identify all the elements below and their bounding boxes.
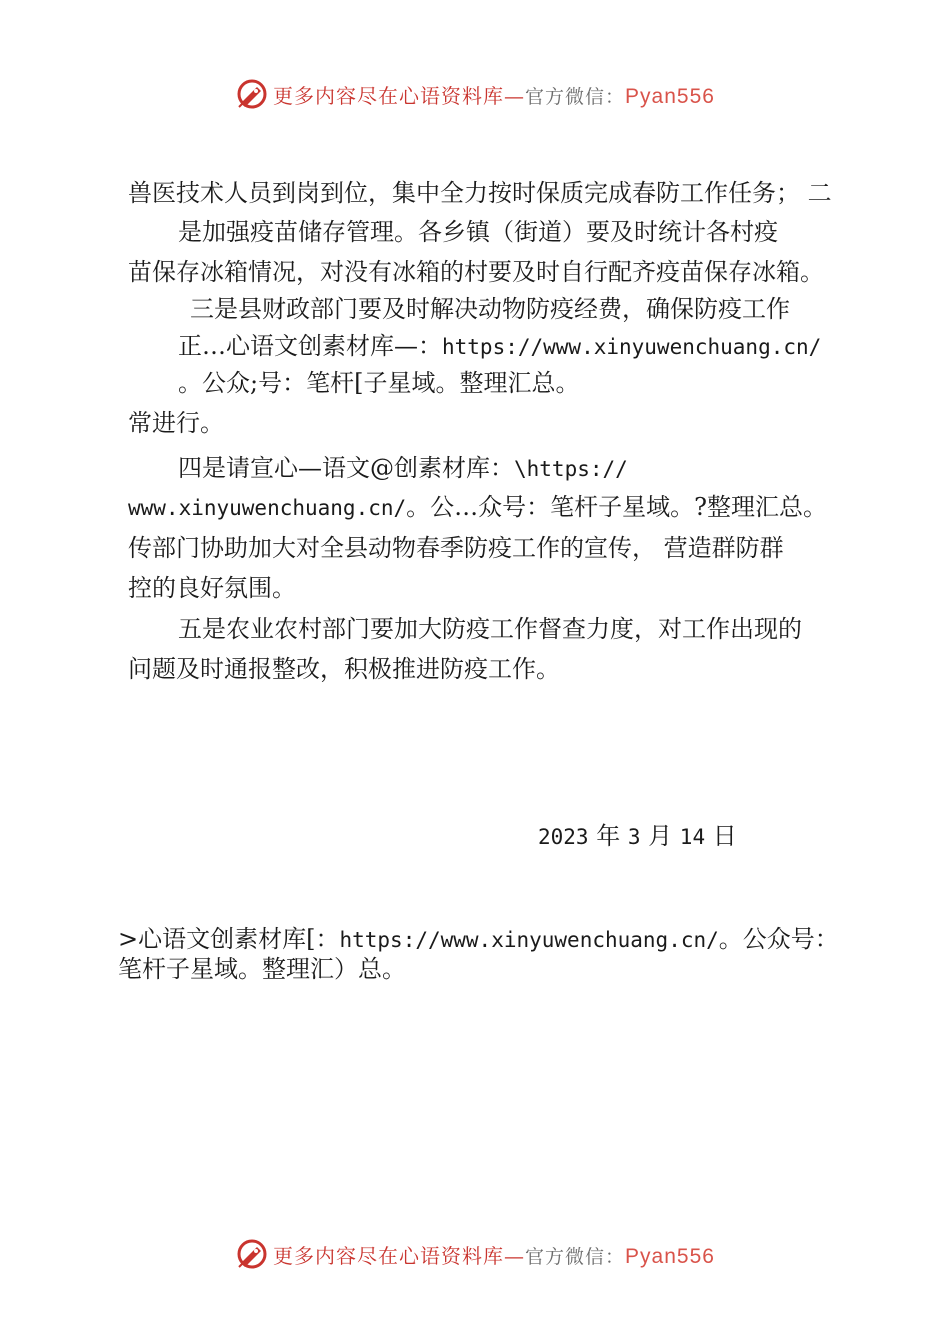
banner-wechat: Pyan556 — [625, 1244, 715, 1268]
date-month-unit: 月 — [648, 822, 673, 850]
date-day: 14 — [679, 825, 706, 849]
body-line-9-text: 。公…众号：笔杆子星域。?整理汇总。 — [406, 493, 828, 521]
body-line-8-text: 四是请宣心—语文@创素材库： — [178, 454, 514, 482]
banner-wechat: Pyan556 — [625, 84, 715, 108]
body-line-11: 控的良好氛围。 — [128, 574, 296, 602]
banner-main: 更多内容尽在心语资料库 — [273, 83, 505, 108]
banner-dash: — — [504, 1243, 526, 1268]
footer-line-1-url: https://www.xinyuwenchuang.cn/ — [339, 928, 719, 952]
body-line-5 — [178, 331, 821, 362]
body-line-9 — [128, 492, 827, 523]
body-line-13: 问题及时通报整改，积极推进防疫工作。 — [128, 655, 560, 683]
banner-official: 官方微信： — [525, 85, 626, 108]
date-day-unit: 日 — [712, 822, 737, 850]
body-line-9-url: www.xinyuwenchuang.cn/ — [128, 496, 407, 520]
pen-nib-logo-icon — [235, 77, 269, 111]
document-date — [538, 821, 737, 852]
body-line-5-url: https://www.xinyuwenchuang.cn/ — [442, 335, 822, 359]
body-line-6: 。公众;号：笔杆[子星域。整理汇总。 — [178, 369, 580, 397]
body-line-2: 是加强疫苗储存管理。各乡镇（街道）要及时统计各村疫 — [178, 218, 778, 246]
body-line-1: 兽医技术人员到岗到位，集中全力按时保质完成春防工作任务； 二 — [128, 179, 832, 207]
header-banner — [0, 72, 950, 116]
date-year: 2023 — [538, 825, 589, 849]
banner-official: 官方微信： — [525, 1245, 626, 1268]
banner-main: 更多内容尽在心语资料库 — [273, 1243, 505, 1268]
footer-banner — [0, 1232, 950, 1276]
date-month: 3 — [627, 825, 641, 849]
footer-line-2: 笔杆子星域。整理汇）总。 — [118, 955, 406, 983]
pen-nib-logo-icon — [235, 1237, 269, 1271]
footer-line-1-text: >心语文创素材库[： — [118, 925, 340, 953]
body-line-5-text: 正…心语文创素材库—： — [178, 332, 442, 360]
body-line-12: 五是农业农村部门要加大防疫工作督查力度，对工作出现的 — [178, 615, 802, 643]
banner-text — [273, 80, 715, 109]
body-line-8-url: \https:// — [514, 457, 628, 481]
body-line-8 — [178, 453, 628, 484]
banner-dash: — — [504, 83, 526, 108]
footer-line-1-suffix: 。公众号： — [718, 925, 839, 953]
footer-line-1 — [118, 924, 839, 955]
body-line-7: 常进行。 — [128, 409, 224, 437]
body-line-4: 三是县财政部门要及时解决动物防疫经费，确保防疫工作 — [190, 295, 790, 323]
banner-text — [273, 1240, 715, 1269]
body-line-3: 苗保存冰箱情况，对没有冰箱的村要及时自行配齐疫苗保存冰箱。 — [128, 258, 824, 286]
body-line-10: 传部门协助加大对全县动物春季防疫工作的宣传， 营造群防群 — [128, 534, 784, 562]
date-year-unit: 年 — [596, 822, 621, 850]
